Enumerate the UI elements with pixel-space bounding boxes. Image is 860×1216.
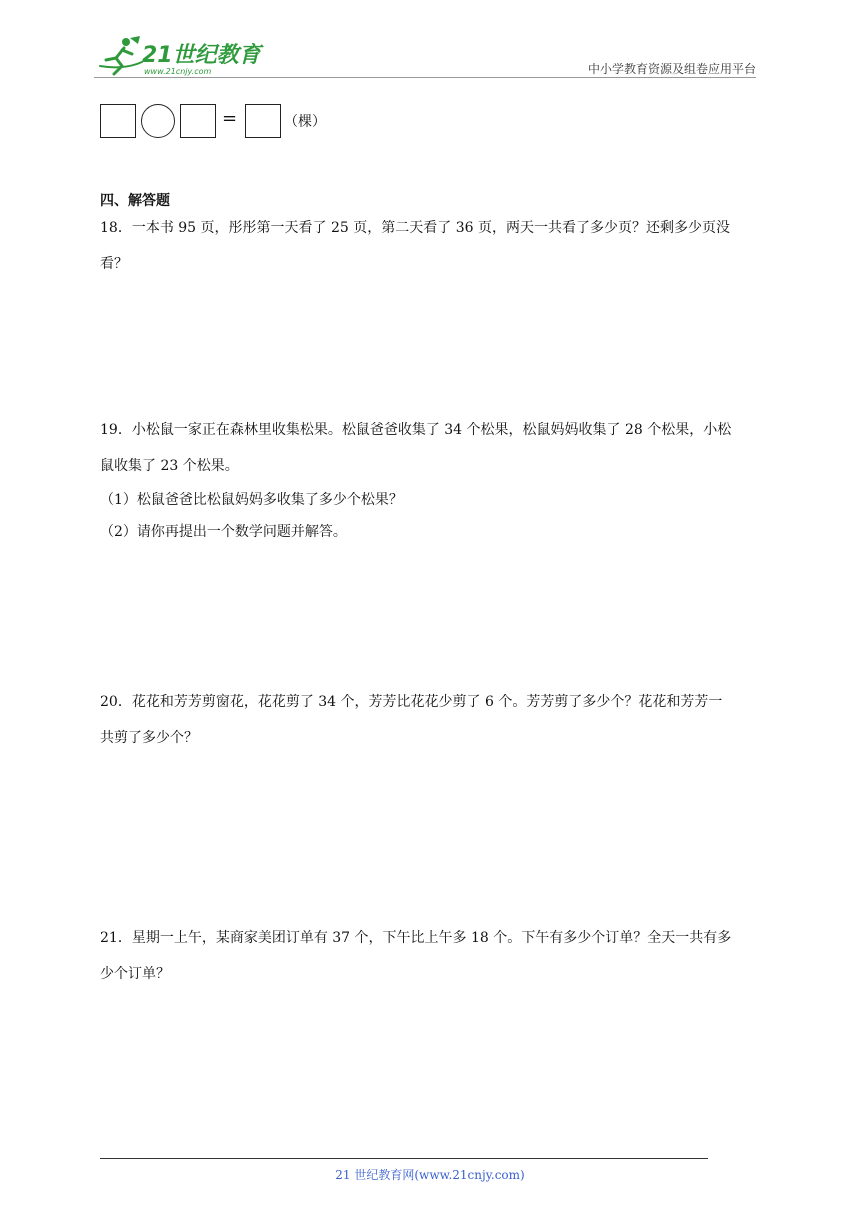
question-19-line2: 鼠收集了 23 个松果。: [100, 458, 239, 474]
question-18-line1: 18．一本书 95 页，彤彤第一天看了 25 页，第二天看了 36 页，两天一共看了多少页？还剩多少页没: [100, 220, 730, 236]
question-20-line2: 共剪了多少个？: [100, 730, 198, 746]
platform-label: 中小学教育资源及组卷应用平台: [587, 62, 756, 76]
answer-box-result: [245, 104, 281, 138]
operator-circle: [141, 104, 175, 138]
logo-text: 21世纪教育: [142, 43, 261, 68]
answer-box-2: [180, 104, 216, 138]
unit-label: （棵）: [284, 114, 326, 130]
footer-divider: [100, 1158, 708, 1159]
question-21: [100, 920, 764, 992]
question-20-line1: 20．花花和芳芳剪窗花，花花剪了 34 个，芳芳比花花少剪了 6 个。芳芳剪了多少个？花花和芳芳一: [100, 694, 723, 710]
runner-icon: [100, 38, 142, 74]
site-logo: [94, 36, 264, 78]
equals-sign: =: [222, 108, 238, 129]
section-title: 四、解答题: [100, 193, 170, 209]
question-18-line2: 看？: [100, 256, 128, 272]
footer-link[interactable]: 21 世纪教育网(www.21cnjy.com): [335, 1168, 525, 1182]
question-19-sub2: （2）请你再提出一个数学问题并解答。: [100, 524, 347, 540]
logo-url: www.21cnjy.com: [144, 67, 212, 76]
question-21-line2: 少个订单？: [100, 966, 170, 982]
answer-box-1: [100, 104, 136, 138]
question-19: [100, 412, 764, 484]
question-21-line1: 21．星期一上午，某商家美团订单有 37 个，下午比上午多 18 个。下午有多少个订单？全天一共有多: [100, 930, 732, 946]
question-19-sub1: （1）松鼠爸爸比松鼠妈妈多收集了多少个松果？: [100, 492, 403, 508]
question-20: [100, 684, 764, 756]
question-18: [100, 210, 764, 282]
header-divider: [94, 77, 756, 78]
question-19-line1: 19．小松鼠一家正在森林里收集松果。松鼠爸爸收集了 34 个松果，松鼠妈妈收集了 28 个松果，小松: [100, 422, 732, 438]
